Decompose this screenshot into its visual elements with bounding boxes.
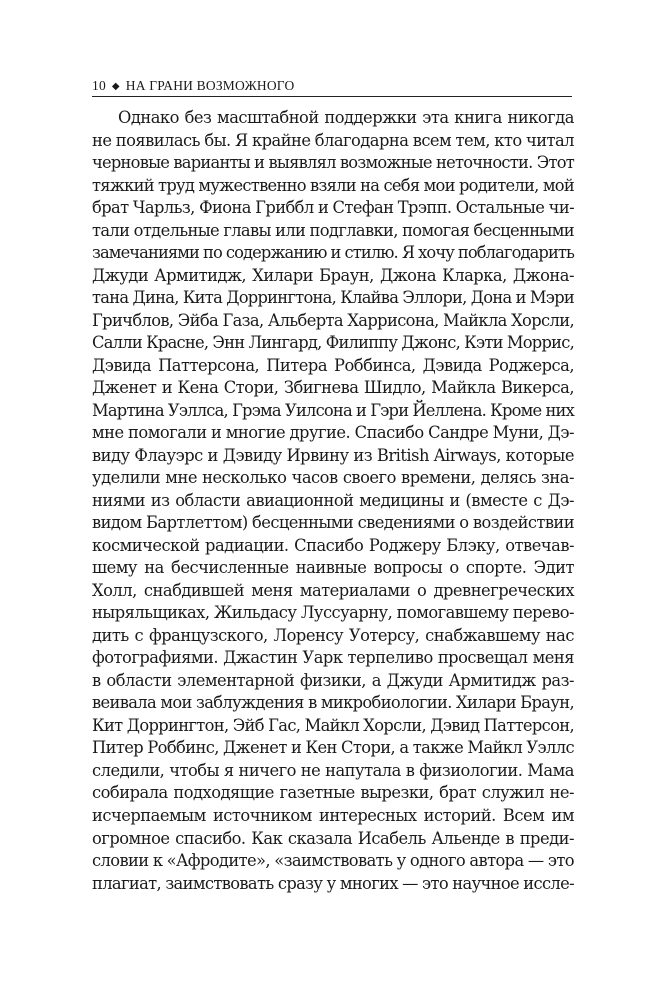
text-line: замечаниями по содержанию и стилю. Я хочу поблагодарить	[92, 243, 574, 263]
text-line: исчерпаемым источником интересных историй. Всем им	[92, 805, 574, 825]
text-line: ныряльщиках, Жильдасу Луссуарну, помогавшему перево-	[92, 603, 574, 623]
text-line: в области элементарной физики, а Джуди Армитидж раз-	[92, 670, 574, 690]
text-line: плагиат, заимствовать сразу у многих — это научное иссле-	[92, 873, 574, 893]
text-line: мне помогали и многие другие. Спасибо Сандре Муни, Дэ-	[92, 423, 574, 443]
text-line: уделили мне несколько часов своего времени, делясь зна-	[92, 468, 574, 488]
diamond-separator-icon: ◆	[111, 81, 120, 92]
text-line: тали отдельные главы или подглавки, помогая бесценными	[92, 220, 574, 240]
text-line: Гричблов, Эйба Газа, Альберта Харрисона, Майкла Хорсли,	[92, 310, 574, 330]
text-line: огромное спасибо. Как сказала Исабель Альенде в преди-	[92, 828, 574, 848]
text-line: веивала мои заблуждения в микробиологии. Хилари Браун,	[92, 693, 574, 713]
text-line: Дэвида Паттерсона, Питера Роббинса, Дэвида Роджерса,	[92, 355, 574, 375]
running-title: НА ГРАНИ ВОЗМОЖНОГО	[125, 78, 295, 93]
text-line: видом Бартлеттом) бесценными сведениями о воздействии	[92, 513, 574, 533]
text-line: следили, чтобы я ничего не напутала в физиологии. Мама	[92, 760, 574, 780]
text-line: Салли Красне, Энн Лингард, Филиппу Джонс, Кэти Моррис,	[92, 333, 574, 353]
text-line: Холл, снабдившей меня материалами о древнегреческих	[92, 580, 574, 600]
text-line: Однако без масштабной поддержки эта книга никогда	[118, 108, 574, 127]
text-line: Мартина Уэллса, Грэма Уилсона и Гэри Йеллена. Кроме них	[92, 400, 574, 420]
running-header	[92, 74, 572, 97]
body-paragraph	[92, 107, 574, 895]
text-line: словии к «Афродите», «заимствовать у одного автора — это	[92, 851, 574, 871]
text-line: брат Чарльз, Фиона Гриббл и Стефан Трэпп. Остальные чи-	[92, 198, 574, 218]
text-line: Питер Роббинс, Дженет и Кен Стори, а также Майкл Уэллс	[92, 738, 574, 758]
page-number: 10	[92, 78, 106, 93]
text-line: дить с французского, Лоренсу Уотерсу, снабжавшему нас	[92, 625, 574, 645]
text-line: собирала подходящие газетные вырезки, брат служил не-	[92, 783, 574, 803]
text-line: Дженет и Кена Стори, Збигнева Шидло, Майкла Викерса,	[92, 378, 574, 398]
text-line: черновые варианты и выявлял возможные неточности. Этот	[92, 153, 574, 173]
text-line: ниями из области авиационной медицины и (вместе с Дэ-	[92, 490, 574, 510]
text-line: тяжкий труд мужественно взяли на себя мои родители, мой	[92, 175, 574, 195]
text-line: Джуди Армитидж, Хилари Браун, Джона Кларка, Джона-	[92, 265, 574, 285]
text-line: Кит Доррингтон, Эйб Гас, Майкл Хорсли, Дэвид Паттерсон,	[92, 715, 574, 735]
text-line: тана Дина, Кита Доррингтона, Клайва Эллори, Дона и Мэри	[92, 288, 574, 308]
text-line: фотографиями. Джастин Уарк терпеливо просвещал меня	[92, 648, 574, 668]
text-line: виду Флауэрс и Дэвиду Ирвину из British Airways, которые	[92, 445, 574, 465]
text-line: шему на бесчисленные наивные вопросы о спорте. Эдит	[92, 558, 574, 578]
text-line: космической радиации. Спасибо Роджеру Блэку, отвечав-	[92, 535, 574, 555]
text-line: не появилась бы. Я крайне благодарна всем тем, кто читал	[92, 130, 574, 150]
